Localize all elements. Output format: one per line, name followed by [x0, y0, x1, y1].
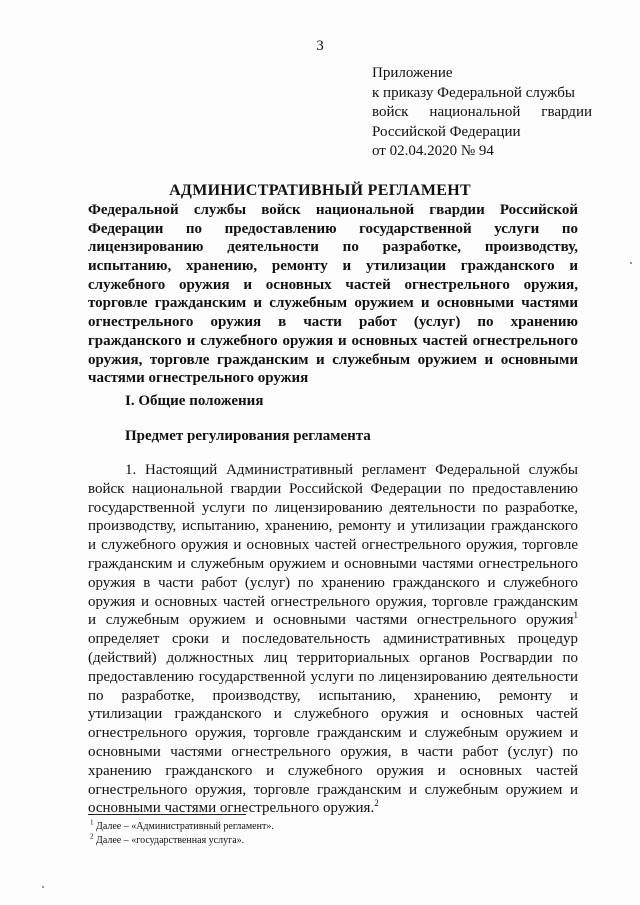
footnote-1	[90, 820, 274, 834]
footnote-ref-2: 2	[374, 798, 379, 809]
paragraph-line: хранению гражданского и служебного оружия и основных частей	[88, 762, 578, 779]
paragraph-line: предоставлению государственной услуги по лицензированию деятельности	[88, 668, 578, 685]
paragraph-line: определяет сроки и последовательность административных процедур	[88, 631, 578, 648]
subtitle-line: испытанию, хранению, ремонту и утилизации гражданского и	[88, 258, 578, 275]
paragraph-line: оружия и основных частей огнестрельного оружия, торговле гражданским	[88, 593, 578, 610]
subtitle-line: торговле гражданским и служебным оружием и основными частями	[88, 295, 578, 312]
appendix-line: войск национальной гвардии	[372, 104, 592, 120]
footnotes	[90, 820, 274, 848]
subtitle-line: частями огнестрельного оружия	[88, 370, 309, 387]
section-heading: I. Общие положения	[125, 393, 264, 409]
appendix-block	[372, 64, 592, 162]
subtitle-line: гражданского и служебного оружия и основных частей огнестрельного	[88, 332, 578, 349]
footnote-mark: 2	[90, 832, 94, 841]
paragraph-line: государственной услуги по лицензированию деятельности по разработке,	[88, 499, 578, 516]
footnote-text: Далее – «Административный регламент».	[96, 821, 274, 832]
paragraph-line-text: основными частями огнестрельного оружия.	[88, 800, 375, 817]
paragraph-line-with-footnote	[88, 799, 578, 818]
subtitle-line: лицензированию деятельности по разработке, производству,	[88, 239, 578, 256]
subtitle-line: оружия, торговле гражданским и служебным оружием и основными	[88, 351, 578, 368]
footnote-text: Далее – «государственная услуга».	[96, 835, 245, 846]
scan-speck	[42, 886, 44, 888]
paragraph-line: и служебного оружия и основных частей огнестрельного оружия, торговле	[88, 537, 578, 554]
paragraph-line: огнестрельного оружия, торговле гражданским и служебным оружием и	[88, 781, 578, 798]
paragraph-line: утилизации гражданского и служебного оружия и основных частей	[88, 706, 578, 723]
subtitle-line: служебного оружия и основных частей огнестрельного оружия,	[88, 276, 578, 293]
footnote-2	[90, 834, 274, 848]
scan-speck	[630, 262, 632, 264]
paragraph-line: 1. Настоящий Административный регламент Федеральной службы	[125, 462, 578, 478]
paragraph-1	[88, 461, 578, 818]
paragraph-line-with-footnote	[88, 611, 578, 630]
subtitle-line: огнестрельного оружия в части работ (услуг) по хранению	[88, 314, 578, 331]
paragraph-line: огнестрельного оружия, торговле гражданским и служебным оружием и	[88, 725, 578, 742]
page-number: 3	[316, 38, 324, 54]
footnote-separator	[88, 814, 246, 815]
subtitle-line: Федерации по предоставлению государственной услуги по	[88, 220, 578, 237]
appendix-line: к приказу Федеральной службы	[372, 84, 576, 101]
paragraph-line: оружия в части работ (услуг) по хранению гражданского и служебного	[88, 574, 578, 591]
paragraph-line: по разработке, производству, испытанию, хранению, ремонту и	[88, 687, 578, 704]
subsection-heading: Предмет регулирования регламента	[125, 428, 371, 444]
paragraph-line: производству, испытанию, хранению, ремонту и утилизации гражданского	[88, 518, 578, 535]
document-title: АДМИНИСТРАТИВНЫЙ РЕГЛАМЕНТ	[169, 182, 471, 199]
paragraph-line-text: и служебным оружием и основными частями огнестрельного оружия	[88, 612, 574, 629]
paragraph-line: войск национальной гвардии Российской Федерации по предоставлению	[88, 480, 578, 497]
paragraph-line: гражданским и служебным оружием и основными частями огнестрельного	[88, 555, 578, 572]
document-subtitle	[88, 201, 578, 388]
subtitle-line: Федеральной службы войск национальной гвардии Российской	[88, 202, 578, 218]
paragraph-line: (действий) должностных лиц территориальных органов Росгвардии по	[88, 649, 578, 666]
paragraph-line: основными частями огнестрельного оружия, в части работ (услуг) по	[88, 743, 578, 760]
footnote-mark: 1	[90, 818, 94, 827]
appendix-line: Российской Федерации	[372, 123, 521, 140]
footnote-ref-1: 1	[573, 611, 578, 621]
appendix-line: от 02.04.2020 № 94	[372, 143, 494, 159]
appendix-line: Приложение	[372, 65, 453, 81]
